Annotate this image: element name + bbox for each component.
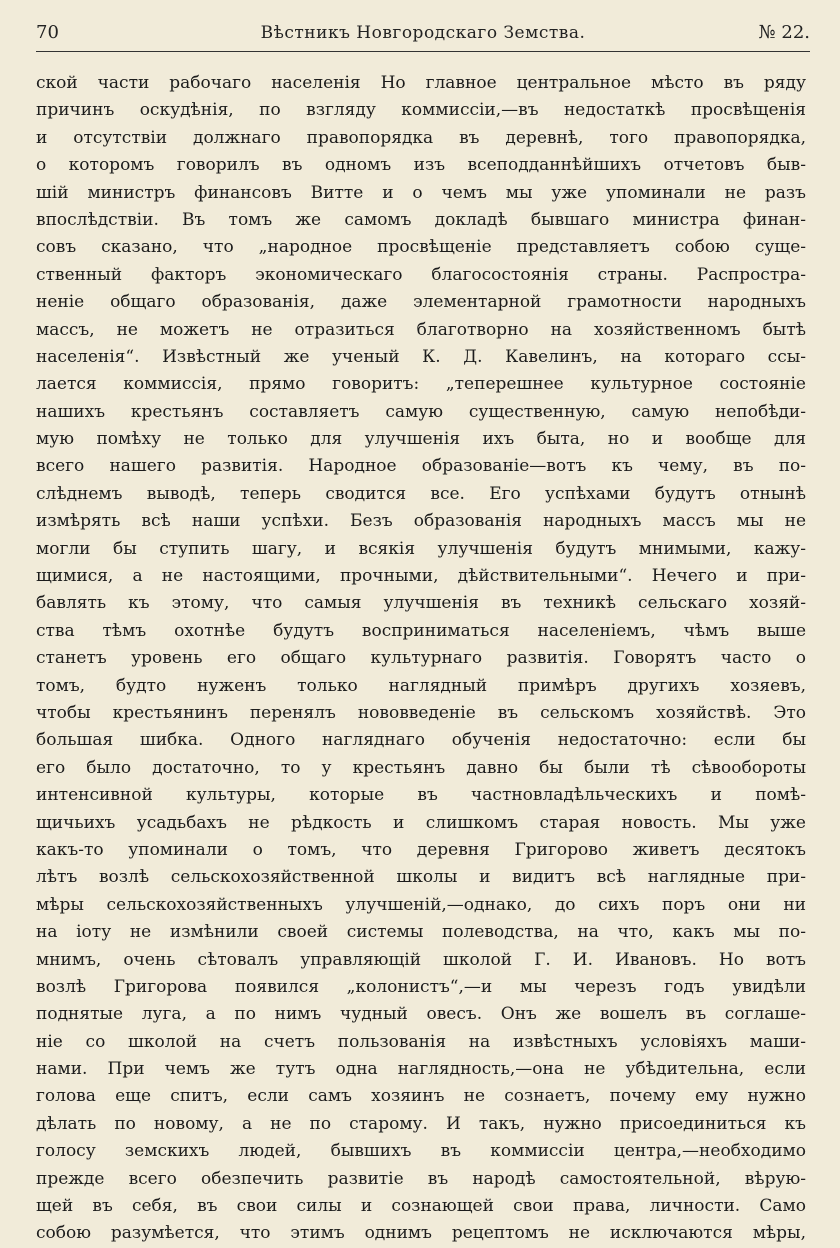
text-line: впослѣдствіи. Въ томъ же самомъ докладѣ бывшаго министра финан-: [36, 209, 806, 230]
text-line: интенсивной культуры, которые въ частновладѣльческихъ и помѣ-: [36, 785, 806, 806]
body-text: [36, 70, 806, 1248]
text-line: станетъ уровень его общаго культурнаго развитія. Говорятъ часто о: [36, 648, 806, 669]
text-line: собою разумѣется, что этимъ однимъ рецептомъ не исключаются мѣры,: [36, 1223, 806, 1244]
text-line: массъ, не можетъ не отразиться благотворно на хозяйственномъ бытѣ: [36, 319, 806, 340]
text-line: ніе со школой на счетъ пользованія на извѣстныхъ условіяхъ маши-: [36, 1031, 806, 1052]
text-line: чтобы крестьянинъ перенялъ нововведеніе въ сельскомъ хозяйствѣ. Это: [36, 702, 806, 723]
text-line: шій министръ финансовъ Витте и о чемъ мы уже упоминали не разъ: [36, 182, 806, 203]
text-line: измѣрять всѣ наши успѣхи. Безъ образованія народныхъ массъ мы не: [36, 511, 806, 532]
text-line: щимися, а не настоящими, прочными, дѣйствительными“. Нечего и при-: [36, 566, 806, 587]
text-line: поднятые луга, а по нимъ чудный овесъ. Онъ же вошелъ въ соглаше-: [36, 1004, 806, 1025]
text-line: лѣтъ возлѣ сельскохозяйственной школы и видитъ всѣ наглядные при-: [36, 867, 806, 888]
text-line: совъ сказано, что „народное просвѣщеніе представляетъ собою суще-: [36, 237, 806, 258]
text-line: мнимъ, очень сѣтовалъ управляющій школой Г. И. Ивановъ. Но вотъ: [36, 949, 806, 970]
page-header: [36, 20, 810, 50]
text-line: щичьихъ усадьбахъ не рѣдкость и слишкомъ старая новость. Мы уже: [36, 812, 806, 833]
text-line: неніе общаго образованія, даже элементарной грамотности народныхъ: [36, 292, 806, 313]
text-line: населенія“. Извѣстный же ученый К. Д. Кавелинъ, на котораго ссы-: [36, 346, 806, 367]
text-line: ства тѣмъ охотнѣе будутъ восприниматься населеніемъ, чѣмъ выше: [36, 620, 806, 641]
text-line: ственный факторъ экономическаго благосостоянія страны. Распростра-: [36, 264, 806, 285]
running-head: Вѣстникъ Новгородскаго Земства.: [260, 23, 586, 43]
page-number: 70: [36, 22, 59, 43]
text-line: возлѣ Григорова появился „колонистъ“,—и мы черезъ годъ увидѣли: [36, 976, 806, 997]
text-line: причинъ оскудѣнія, по взгляду коммиссіи,—въ недостаткѣ просвѣщенія: [36, 100, 806, 121]
text-line: щей въ себя, въ свои силы и сознающей свои права, личности. Само: [36, 1196, 806, 1217]
text-line: и отсутствіи должнаго правопорядка въ деревнѣ, того правопорядка,: [36, 127, 806, 148]
text-line: ской части рабочаго населенія Но главное центральное мѣсто въ ряду: [36, 73, 806, 93]
text-line: нами. При чемъ же тутъ одна наглядность,—она не убѣдительна, если: [36, 1059, 806, 1080]
text-line: лается коммиссія, прямо говоритъ: „теперешнее культурное состояніе: [36, 374, 806, 395]
text-line: нашихъ крестьянъ составляетъ самую существенную, самую непобѣди-: [36, 401, 806, 422]
text-line: мѣры сельскохозяйственныхъ улучшеній,—однако, до сихъ поръ они ни: [36, 894, 806, 915]
text-line: о которомъ говорилъ въ одномъ изъ всеподданнѣйшихъ отчетовъ быв-: [36, 155, 806, 176]
text-line: на іоту не измѣнили своей системы полеводства, на что, какъ мы по-: [36, 922, 806, 943]
text-line: голосу земскихъ людей, бывшихъ въ коммиссіи центра,—необходимо: [36, 1141, 806, 1162]
text-line: слѣднемъ выводѣ, теперь сводится все. Его успѣхами будутъ отнынѣ: [36, 483, 806, 504]
text-line: большая шибка. Одного нагляднаго обученія недостаточно: если бы: [36, 730, 806, 751]
text-line: могли бы ступить шагу, и всякія улучшенія будутъ мнимыми, кажу-: [36, 538, 806, 559]
header-rule: [36, 51, 810, 52]
text-line: всего нашего развитія. Народное образованіе—вотъ къ чему, въ по-: [36, 456, 806, 477]
text-line: его было достаточно, то у крестьянъ давно бы были тѣ сѣвообороты: [36, 757, 806, 778]
text-line: бавлять къ этому, что самыя улучшенія въ техникѣ сельскаго хозяй-: [36, 593, 806, 614]
text-line: мую помѣху не только для улучшенія ихъ быта, но и вообще для: [36, 429, 806, 450]
issue-number: № 22.: [758, 22, 810, 43]
text-line: дѣлать по новому, а не по старому. И такъ, нужно присоединиться къ: [36, 1113, 806, 1134]
text-line: прежде всего обезпечить развитіе въ народѣ самостоятельной, вѣрую-: [36, 1168, 806, 1189]
text-line: голова еще спитъ, если самъ хозяинъ не сознаетъ, почему ему нужно: [36, 1086, 806, 1107]
text-line: какъ-то упоминали о томъ, что деревня Григорово живетъ десятокъ: [36, 839, 806, 860]
text-line: томъ, будто нуженъ только наглядный примѣръ другихъ хозяевъ,: [36, 675, 806, 696]
